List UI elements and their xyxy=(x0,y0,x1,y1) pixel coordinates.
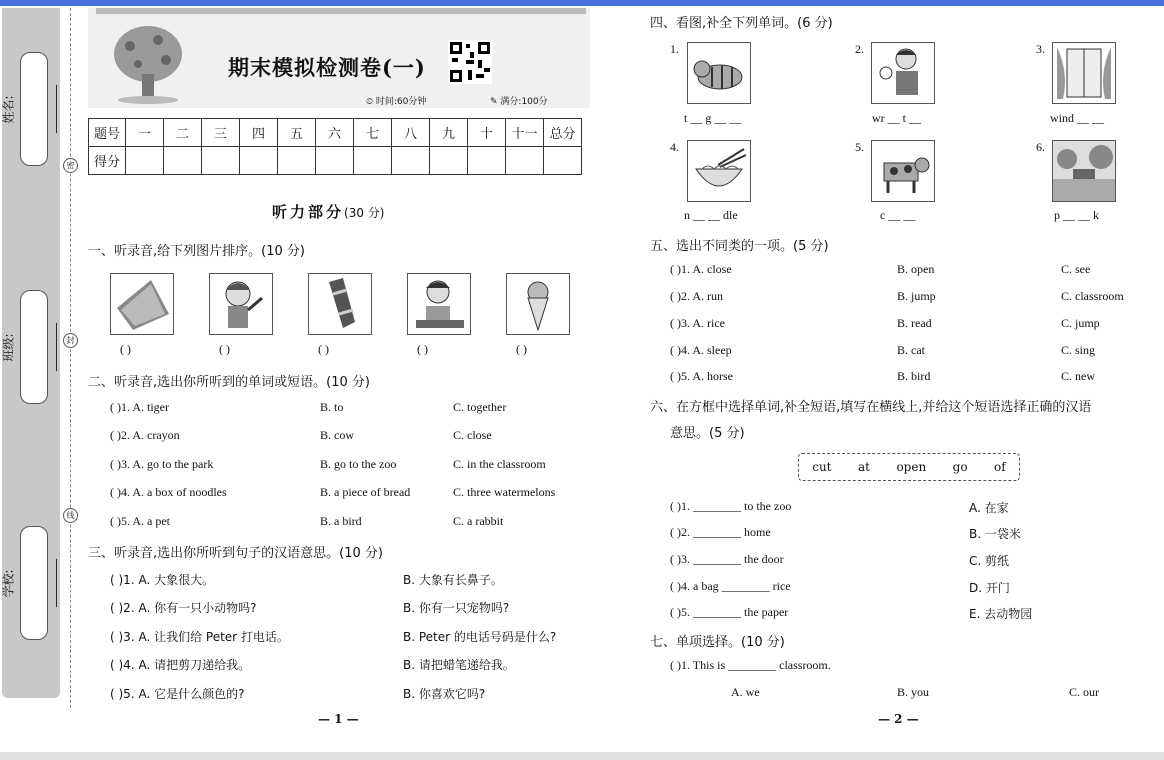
table-cell: 三 xyxy=(202,119,240,147)
option-c: C. together xyxy=(453,400,507,414)
meaning-option: E. 去动物园 xyxy=(969,607,1033,621)
page-number: — 1 — xyxy=(318,712,359,726)
picture-window xyxy=(1052,42,1116,104)
question-item[interactable]: ( )4. A. 请把剪刀递给我。 xyxy=(110,658,251,672)
section-7-title: 七、单项选择。(10 分) xyxy=(650,635,785,650)
section-1-title: 一、听录音,给下列图片排序。(10 分) xyxy=(88,244,305,259)
picture-crayon xyxy=(308,273,372,335)
question-item[interactable]: ( )3. A. go to the park xyxy=(110,457,214,471)
word-blank[interactable]: p __ __ k xyxy=(1054,208,1099,222)
option-c: C. new xyxy=(1061,369,1095,383)
seal-mark: 封 xyxy=(63,333,78,348)
word-bank xyxy=(798,453,1020,481)
qr-code-icon xyxy=(448,40,492,84)
item-number: 1. xyxy=(670,42,679,56)
school-field[interactable]: 学校: ________ xyxy=(20,526,48,640)
option-c: C. see xyxy=(1061,262,1091,276)
word-option: cut xyxy=(812,460,832,474)
meaning-option: C. 剪纸 xyxy=(969,554,1010,568)
pen-icon: ✎ xyxy=(490,97,501,107)
option-c: C. classroom xyxy=(1061,289,1124,303)
question-item[interactable]: ( )3. A. 让我们给 Peter 打电话。 xyxy=(110,630,289,644)
option-c: C. close xyxy=(453,428,492,442)
picture-tiger xyxy=(687,42,751,104)
option-c: C. sing xyxy=(1061,343,1096,357)
question-item[interactable]: ( )1. A. tiger xyxy=(110,400,169,414)
score-input[interactable] xyxy=(544,147,582,175)
table-cell: 二 xyxy=(164,119,202,147)
section-6-title: 六、在方框中选择单词,补全短语,填写在横线上,并给这个短语选择正确的汉语 xyxy=(650,400,1092,415)
score-table xyxy=(88,118,582,175)
meaning-option: D. 开门 xyxy=(969,581,1010,595)
class-label: 班级: xyxy=(1,332,16,362)
question-item[interactable]: ( )4. a bag ________ rice xyxy=(670,579,791,593)
item-number: 3. xyxy=(1036,42,1045,56)
word-option: at xyxy=(857,460,870,474)
full-score: ✎ 满分:100分 xyxy=(490,97,548,107)
picture-boy xyxy=(209,273,273,335)
word-option: open xyxy=(896,460,927,474)
table-cell: 五 xyxy=(278,119,316,147)
section-5-title: 五、选出不同类的一项。(5 分) xyxy=(650,239,829,254)
option-b: B. open xyxy=(897,262,935,276)
cut-line xyxy=(70,8,71,708)
score-input[interactable] xyxy=(126,147,164,175)
option-c: C. three watermelons xyxy=(453,485,556,499)
option-b: B. you xyxy=(897,685,930,699)
option-b: B. cat xyxy=(897,343,925,357)
exam-title: 期末模拟检测卷(一) xyxy=(228,55,426,80)
meaning-option: B. 一袋米 xyxy=(969,527,1021,541)
table-cell: 十 xyxy=(468,119,506,147)
table-cell: 七 xyxy=(354,119,392,147)
picture-park xyxy=(1052,140,1116,202)
word-blank[interactable]: wr __ t __ xyxy=(872,111,921,125)
school-label: 学校: xyxy=(1,568,16,598)
seal-mark: 密 xyxy=(63,158,78,173)
class-field[interactable]: 班级: ________ xyxy=(20,290,48,404)
word-option: of xyxy=(994,460,1006,474)
score-input[interactable] xyxy=(164,147,202,175)
word-blank[interactable]: c __ __ xyxy=(880,208,916,222)
table-cell: 六 xyxy=(316,119,354,147)
item-number: 2. xyxy=(855,42,864,56)
meaning-option: A. 在家 xyxy=(969,501,1009,515)
option-c: C. in the classroom xyxy=(453,457,546,471)
word-blank[interactable]: t __ g __ __ xyxy=(684,111,742,125)
picture-noodles xyxy=(687,140,751,202)
item-number: 5. xyxy=(855,140,864,154)
option-b: B. read xyxy=(897,316,932,330)
picture-boy-writing xyxy=(871,42,935,104)
question-item[interactable]: ( )2. A. 你有一只小动物吗? xyxy=(110,601,257,615)
score-input[interactable] xyxy=(506,147,544,175)
score-input[interactable] xyxy=(316,147,354,175)
picture-ice-cream xyxy=(506,273,570,335)
section-3-title: 三、听录音,选出你所听到句子的汉语意思。(10 分) xyxy=(88,546,383,561)
binding-sidebar xyxy=(2,8,60,698)
option-b: B. jump xyxy=(897,289,936,303)
question-item[interactable]: ( )2. A. run xyxy=(670,289,723,303)
question-item[interactable]: ( )4. A. sleep xyxy=(670,343,732,357)
option-b: B. a piece of bread xyxy=(320,485,411,499)
word-blank[interactable]: n __ __ dle xyxy=(684,208,738,222)
option-a: A. we xyxy=(731,685,760,699)
name-field[interactable]: 姓名: ________ xyxy=(20,52,48,166)
question-item[interactable]: ( )1. A. 大象很大。 xyxy=(110,573,215,587)
picture-girl-reading xyxy=(407,273,471,335)
score-input[interactable] xyxy=(202,147,240,175)
option-c: C. jump xyxy=(1061,316,1100,330)
page-number: — 2 — xyxy=(878,712,919,726)
exam-header xyxy=(88,8,590,108)
table-cell: 九 xyxy=(430,119,468,147)
question-item[interactable]: ( )3. ________ the door xyxy=(670,552,784,566)
question-item[interactable]: ( )5. ________ the paper xyxy=(670,605,789,619)
tree-illustration xyxy=(108,22,188,104)
score-input[interactable] xyxy=(430,147,468,175)
clock-icon: ⏲ xyxy=(366,97,376,107)
word-option: go xyxy=(952,460,968,474)
table-cell: 八 xyxy=(392,119,430,147)
option-b: B. 请把蜡笔递给我。 xyxy=(403,658,515,672)
seal-mark: 线 xyxy=(63,508,78,523)
option-b: B. 你有一只宠物吗? xyxy=(403,601,510,615)
option-b: B. 你喜欢它吗? xyxy=(403,687,486,701)
score-input[interactable] xyxy=(468,147,506,175)
listening-heading: 听力部分(30 分) xyxy=(272,203,385,221)
option-b: B. go to the zoo xyxy=(320,457,397,471)
table-cell: 总分 xyxy=(544,119,582,147)
table-row xyxy=(89,147,582,175)
answer-blank[interactable]: ( ) xyxy=(318,342,329,356)
top-bar xyxy=(0,0,1164,6)
option-c: C. a rabbit xyxy=(453,514,504,528)
question-item[interactable]: ( )1. ________ to the zoo xyxy=(670,499,792,513)
score-input[interactable] xyxy=(278,147,316,175)
option-b: B. a bird xyxy=(320,514,362,528)
option-b: B. to xyxy=(320,400,344,414)
section-6-title-cont: 意思。(5 分) xyxy=(670,426,745,441)
question-item[interactable]: ( )2. ________ home xyxy=(670,525,771,539)
answer-blank[interactable]: ( ) xyxy=(219,342,230,356)
item-number: 4. xyxy=(670,140,679,154)
option-b: B. bird xyxy=(897,369,931,383)
option-b: B. 大象有长鼻子。 xyxy=(403,573,503,587)
score-input[interactable] xyxy=(240,147,278,175)
section-4-title: 四、看图,补全下列单词。(6 分) xyxy=(650,16,833,31)
question-item[interactable]: ( )5. A. horse xyxy=(670,369,733,383)
question-item[interactable]: ( )4. A. a box of noodles xyxy=(110,485,227,499)
name-label: 姓名: xyxy=(1,94,16,124)
table-cell: 一 xyxy=(126,119,164,147)
question-item[interactable]: ( )5. A. 它是什么颜色的? xyxy=(110,687,245,701)
table-cell: 四 xyxy=(240,119,278,147)
option-b: B. Peter 的电话号码是什么? xyxy=(403,630,557,644)
question-item[interactable]: ( )1. A. close xyxy=(670,262,732,276)
question-item[interactable]: ( )2. A. crayon xyxy=(110,428,180,442)
table-cell: 十一 xyxy=(506,119,544,147)
score-input[interactable] xyxy=(392,147,430,175)
option-c: C. our xyxy=(1069,685,1099,699)
section-2-title: 二、听录音,选出你所听到的单词或短语。(10 分) xyxy=(88,375,370,390)
question-item[interactable]: ( )5. A. a pet xyxy=(110,514,170,528)
question-item[interactable]: ( )1. This is ________ classroom. xyxy=(670,658,831,672)
answer-blank[interactable]: ( ) xyxy=(120,342,131,356)
answer-blank[interactable]: ( ) xyxy=(417,342,428,356)
word-blank[interactable]: wind __ __ xyxy=(1050,111,1104,125)
time-limit: ⏲ 时间:60分钟 xyxy=(366,97,427,107)
item-number: 6. xyxy=(1036,140,1045,154)
answer-blank[interactable]: ( ) xyxy=(516,342,527,356)
question-item[interactable]: ( )3. A. rice xyxy=(670,316,725,330)
picture-paper-stack xyxy=(110,273,174,335)
table-row xyxy=(89,119,582,147)
table-cell: 得分 xyxy=(89,147,126,175)
option-b: B. cow xyxy=(320,428,354,442)
bottom-bar xyxy=(0,752,1164,760)
picture-cow xyxy=(871,140,935,202)
table-cell: 题号 xyxy=(89,119,126,147)
score-input[interactable] xyxy=(354,147,392,175)
